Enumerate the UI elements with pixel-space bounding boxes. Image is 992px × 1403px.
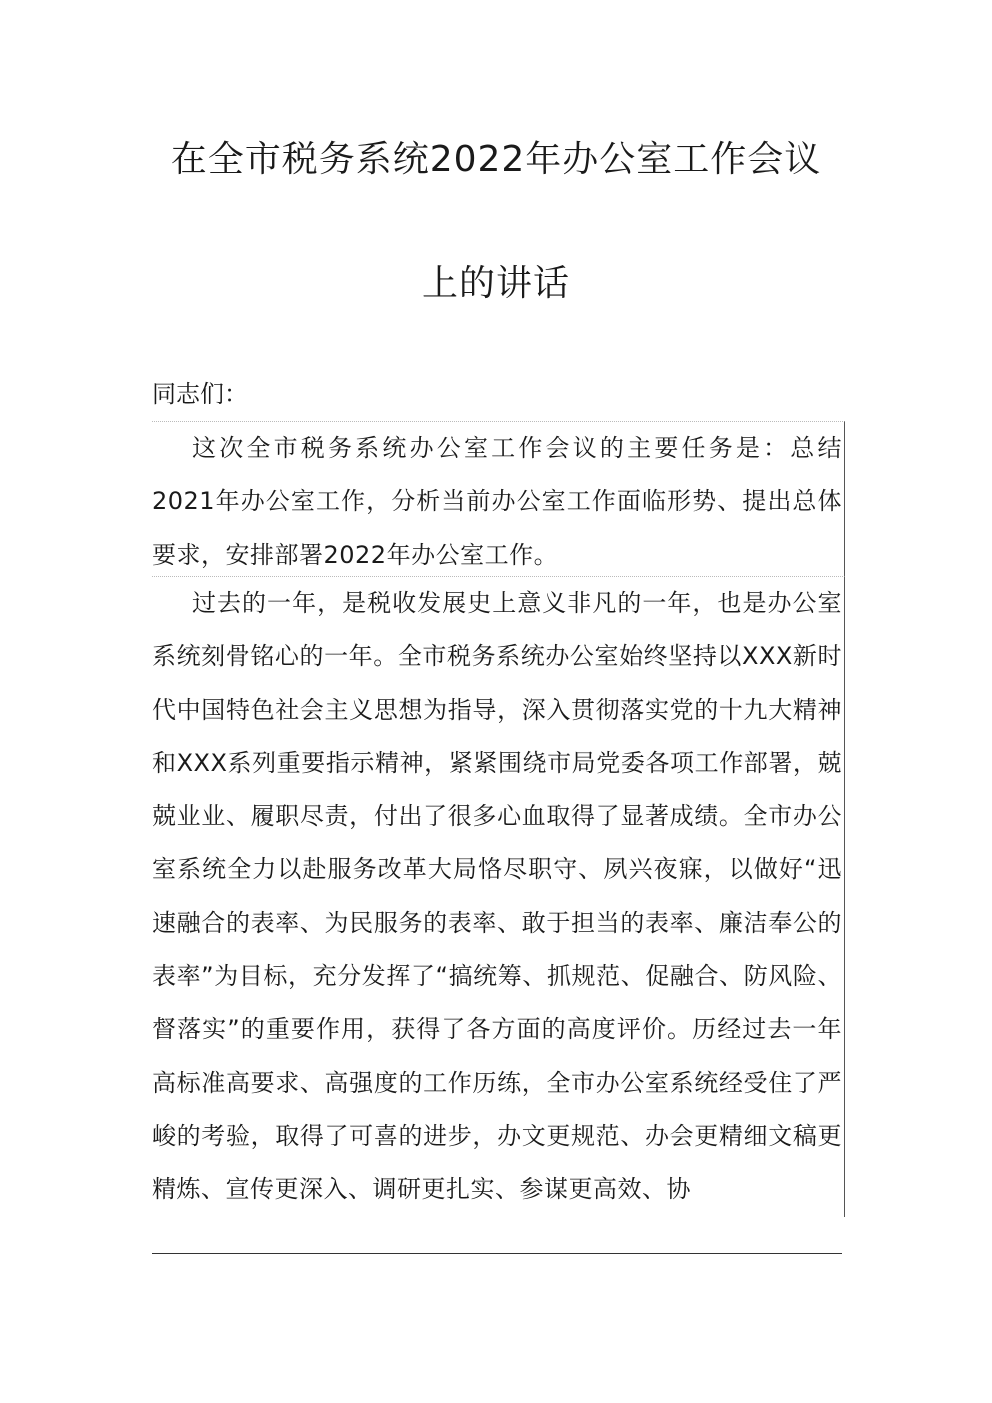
document-title-line-2: 上的讲话 bbox=[421, 263, 570, 304]
salutation: 同志们： bbox=[152, 380, 248, 408]
paragraph-1: 这次全市税务系统办公室工作会议的主要任务是：总结2021年办公室工作，分析当前办公室工作面临形势、提出总体要求，安排部署2022年办公室工作。 bbox=[152, 421, 845, 582]
bottom-rule bbox=[152, 1253, 842, 1254]
paragraph-2: 过去的一年，是税收发展史上意义非凡的一年，也是办公室系统刻骨铭心的一年。全市税务系统办公室始终坚持以XXX新时代中国特色社会主义思想为指导，深入贯彻落实党的十九大精神和XXX系列重要指示精神，紧紧围绕市局党委各项工作部署，兢兢业业、履职尽责，付出了很多心血取得了显著成绩。全市办公室系统全力以赴服务改革大局恪尽职守、夙兴夜寐，以做好“迅速融合的表率、为民服务的表率、敢于担当的表率、廉洁奉公的表率”为目标，充分发挥了“搞统筹、抓规范、促融合、防风险、督落实”的重要作用，获得了各方面的高度评价。历经过去一年高标准高要求、高强度的工作历练，全市办公室系统经受住了严峻的考验，取得了可喜的进步，办文更规范、办会更精细文稿更精炼、宣传更深入、调研更扎实、参谋更高效、协 bbox=[152, 576, 845, 1217]
document-title-line-1: 在全市税务系统2022年办公室工作会议 bbox=[170, 139, 822, 180]
